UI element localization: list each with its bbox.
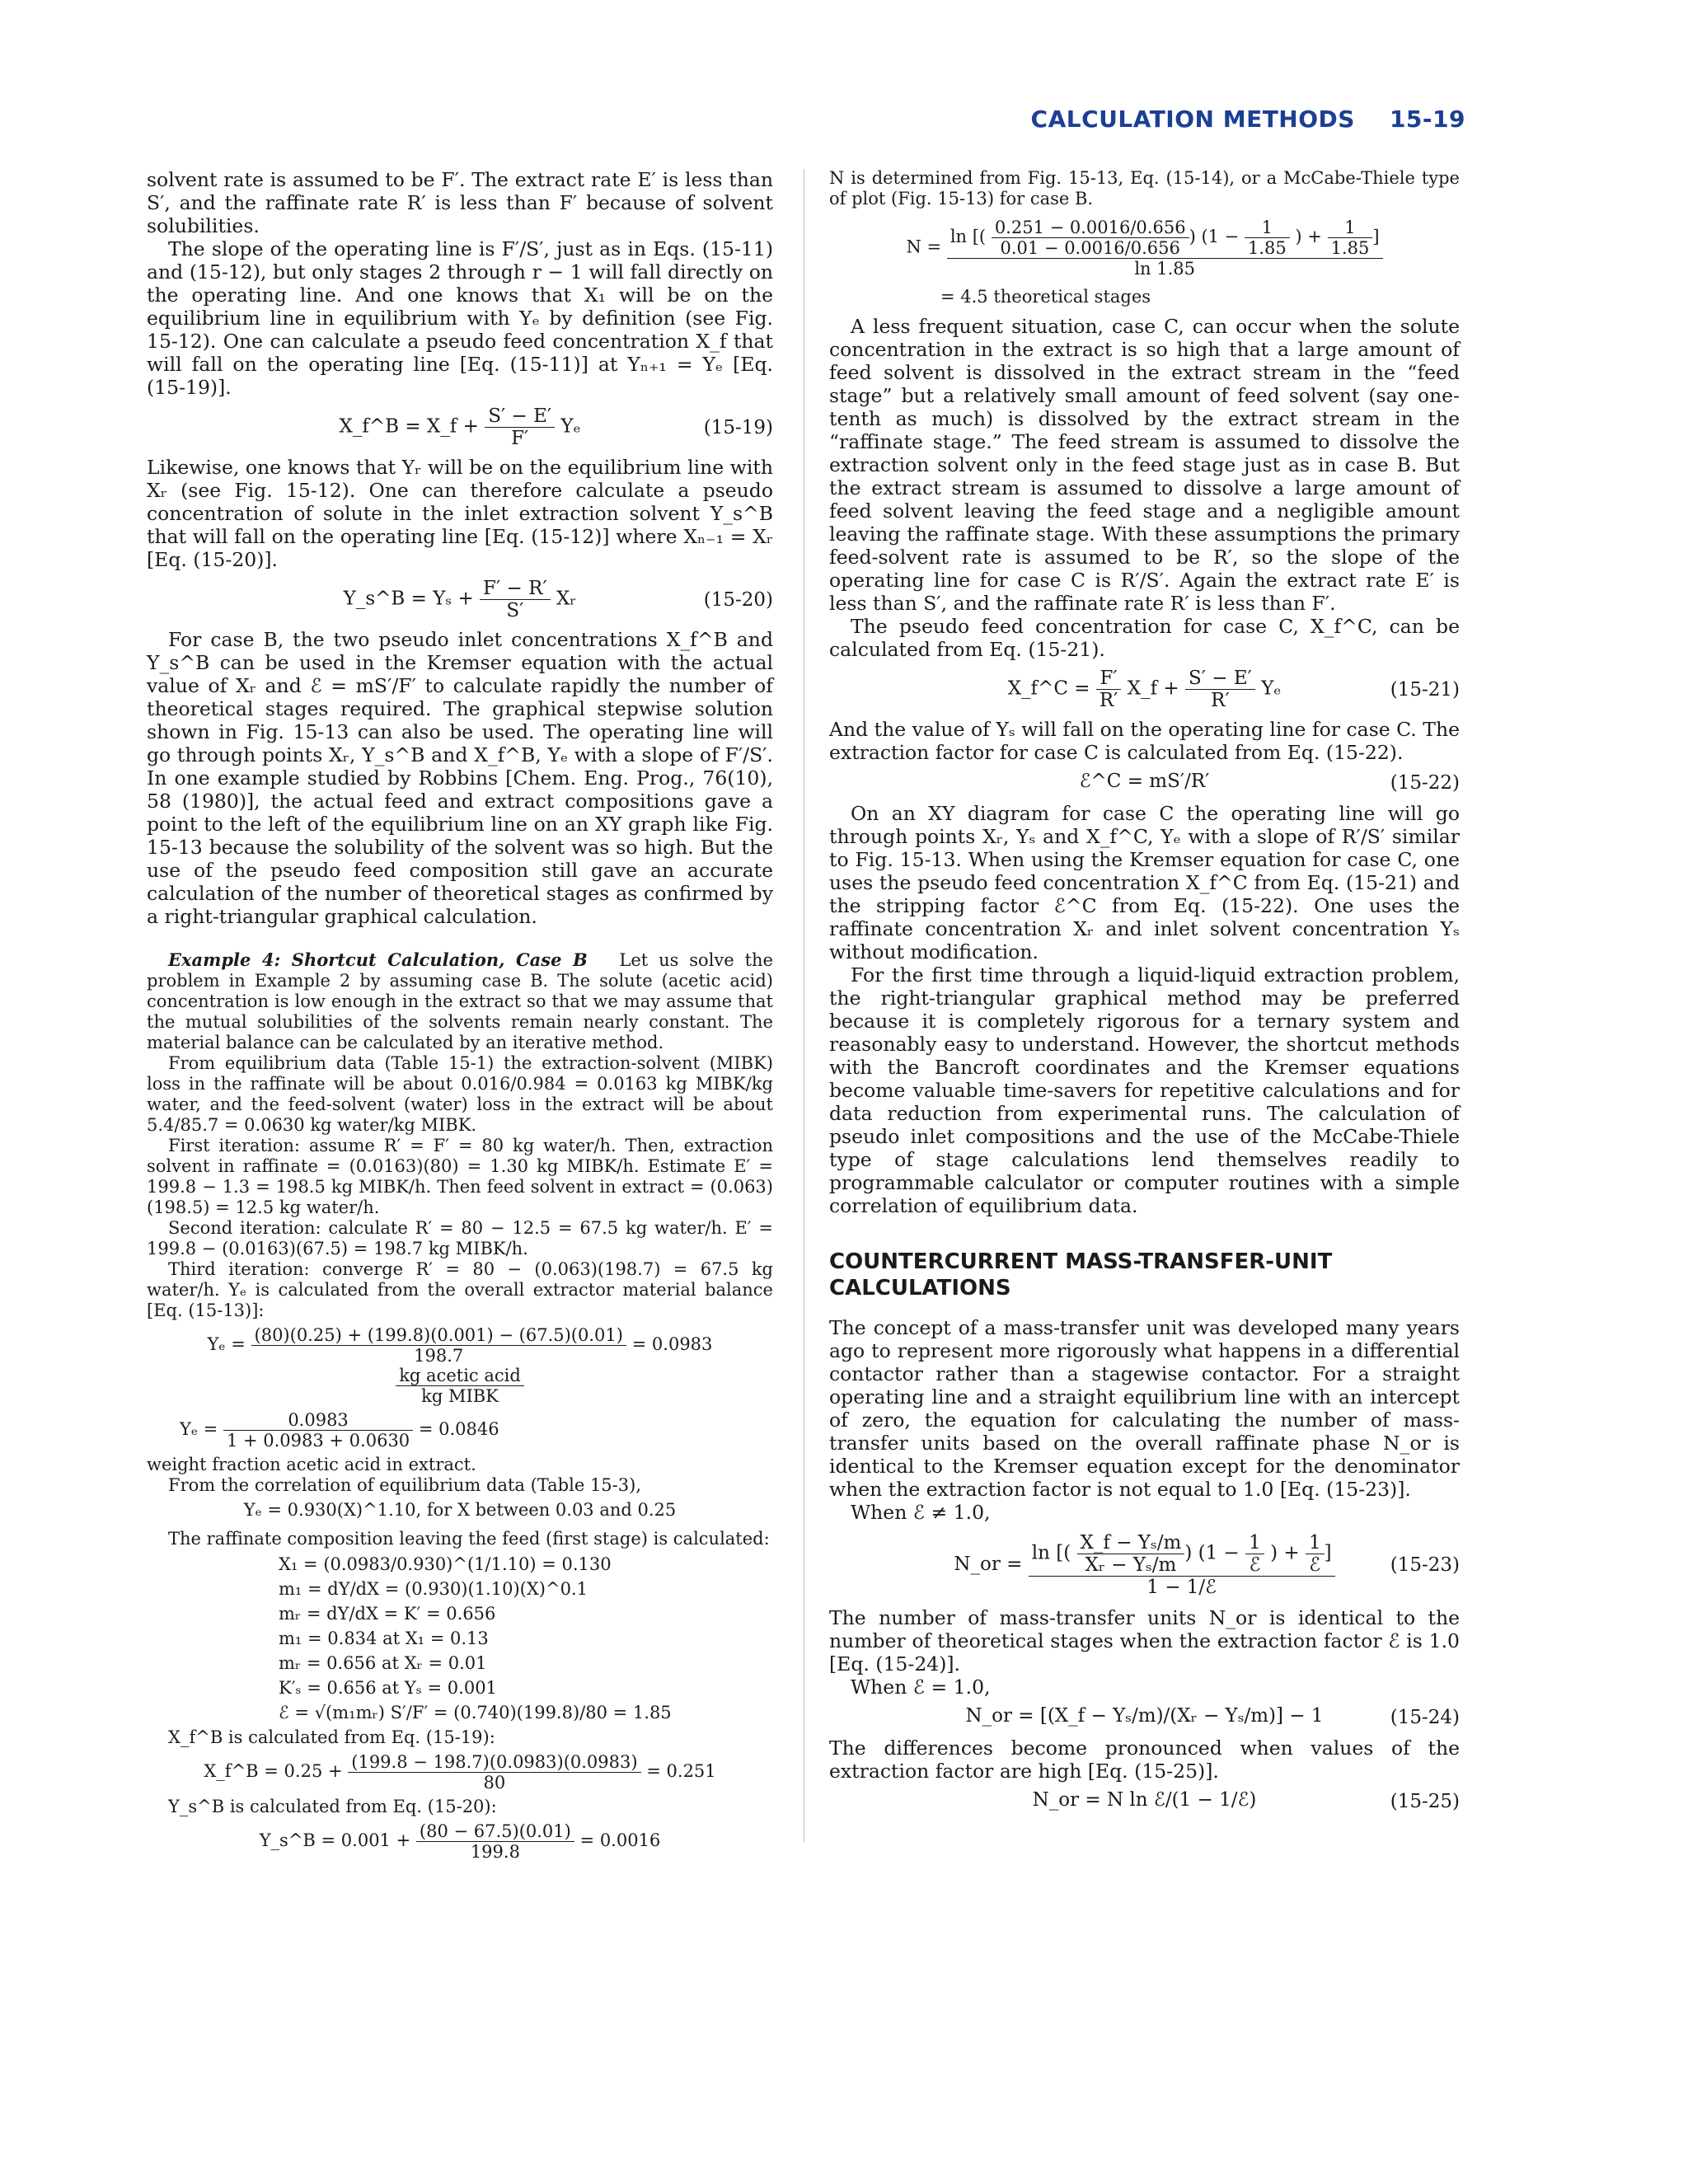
unit-denominator: kg MIBK [421,1386,499,1406]
denominator: 1 − 1/ℰ [1146,1577,1217,1598]
equation-15-20 [147,578,773,621]
paragraph: And the value of Yₛ will fall on the operating line for case C. The extraction factor for case C is calculated from Eq. (15-22). [829,718,1460,764]
equation-15-19 [147,405,773,449]
calc-line: m₁ = 0.834 at X₁ = 0.13 [279,1629,489,1648]
eq-lhs: N = [906,237,942,257]
paragraph: A less frequent situation, case C, can occur when the solute concentration in the extract is so high that a large amount of feed solvent is dissolved in the extract stream in the “feed stage” but a relatively small amount of feed solvent (say one-tenth as much) is dissolved by the extract stream in the “raffinate stage.” The feed stream is assumed to dissolve the extraction solvent only in the feed stage just as in case B. But the extract stream is assumed to dissolve a large amount of feed solvent leaving the feed stage and a negligible amount leaving the raffinate stage. With these assumptions the primary feed-solvent rate is assumed to be R′, so the slope of the operating line for case C is R′/S′. Again the extract rate E′ is less than S′, and the raffinate rate R′ is less than F′. [829,315,1460,615]
eq-lhs: Yₑ = [207,1334,246,1354]
equation-15-22 [829,771,1460,795]
running-header [1031,105,1465,133]
numerator: F′ − R′ [480,578,551,600]
fraction [251,1325,626,1366]
example-4 [147,949,773,1862]
equation-number: (15-20) [703,588,773,611]
equation-15-21 [829,668,1460,711]
fraction [348,1752,640,1793]
equation-number: (15-24) [1390,1707,1460,1728]
example-paragraph: The raffinate composition leaving the feed (first stage) is calculated: [168,1529,770,1549]
ysb-equation [147,1821,773,1862]
left-column [147,168,773,1866]
eq-rhs: Xᵣ [556,588,577,610]
eq-rhs: Yₑ [1261,677,1282,700]
eq-lhs: N_or = [954,1554,1023,1575]
numerator: (80)(0.25) + (199.8)(0.001) − (67.5)(0.01) [251,1325,626,1346]
n-equation [829,218,1460,279]
fraction [416,1821,574,1862]
example-paragraph: Third iteration: converge R′ = 80 − (0.063)(198.7) = 67.5 kg water/h. Yₑ is calculated from the overall extractor material balance [Eq. (15-13)]: [147,1259,773,1320]
n-result: = 4.5 theoretical stages [940,287,1151,307]
fraction [1245,218,1290,258]
paragraph: When ℰ = 1.0, [851,1675,991,1699]
inner-denominator: Xᵣ − Yₛ/m [1085,1554,1177,1576]
unit-numerator: kg acetic acid [396,1366,524,1386]
denominator: 1.85 [1330,238,1370,258]
denominator: ℰ [1249,1554,1261,1576]
fraction [223,1410,413,1451]
eq-body: ℰ^C = mS′/R′ [1079,771,1210,792]
numerator: 1 [1306,1532,1325,1554]
eq-mid: X_f + [1127,677,1179,700]
eq-lhs: X_f^B = X_f + [339,415,479,438]
term-plus: ) + [1270,1542,1300,1564]
fraction [480,578,551,621]
paragraph: For the first time through a liquid-liquid extraction problem, the right-triangular graphical method may be preferred because it is completely rigorous for a ternary system and reasonably easy to understand. However, the shortcut methods with the Bancroft coordinates and the Kremser equations become valuable time-savers for repetitive calculations and for data reduction from experimental runs. The calculation of pseudo inlet compositions and the use of the McCabe-Thiele type of stage calculations lend themselves readily to programmable calculator or computer routines with a simple correlation of equilibrium data. [829,963,1460,1217]
equation-number: (15-25) [1390,1791,1460,1812]
denominator: R′ [1211,690,1230,711]
eq-body: N_or = [(X_f − Yₛ/m)/(Xᵣ − Yₛ/m)] − 1 [965,1705,1324,1727]
inner-denominator: 0.01 − 0.0016/0.656 [1000,238,1180,258]
paragraph: When ℰ ≠ 1.0, [851,1501,991,1524]
numerator: 1 [1245,1532,1264,1554]
calc-line: X₁ = (0.0983/0.930)^(1/1.10) = 0.130 [279,1554,612,1574]
example-intro [147,949,773,1053]
denominator: R′ [1099,690,1118,711]
example-paragraph: X_f^B is calculated from Eq. (15-19): [168,1727,495,1747]
inner-numerator: X_f − Yₛ/m [1077,1532,1185,1554]
eq-lhs: Y_s^B = Yₛ + [343,588,474,610]
inner-fraction [992,218,1189,258]
equation-15-23 [829,1532,1460,1598]
eq-body: N_or = N ln ℰ/(1 − 1/ℰ) [1032,1789,1257,1811]
example-title: Example 4: Shortcut Calculation, Case B [168,949,588,970]
page-number: 15-19 [1389,105,1465,133]
equation-number: (15-22) [1390,772,1460,794]
paragraph: For case B, the two pseudo inlet concentrations X_f^B and Y_s^B can be used in the Kremser equation with the actual value of Xᵣ and ℰ = mS′/F′ to calculate rapidly the number of theoretical stages required. The graphical stepwise solution shown in Fig. 15-13 can also be used. The operating line will go through points Xᵣ, Y_s^B and X_f^B, Yₑ with a slope of F′/S′. In one example studied by Robbins [Chem. Eng. Prog., 76(10), 58 (1980)], the actual feed and extract compositions gave a point to the left of the equilibrium line on an XY graph like Fig. 15-13 because the solubility of the solvent was so high. But the use of the pseudo feed composition still gave an accurate calculation of the number of theoretical stages as confirmed by a right-triangular graphical calculation. [147,628,773,928]
fraction [947,218,1383,279]
denominator: ln 1.85 [1134,259,1196,279]
term-mid: (1 − [1201,227,1240,246]
denominator: 199.8 [470,1842,520,1862]
calc-line: m₁ = dY/dX = (0.930)(1.10)(X)^0.1 [279,1579,588,1599]
equation-number: (15-19) [703,416,773,438]
denominator: F′ [511,428,529,449]
eq-rhs: Yₑ [560,415,581,438]
example-paragraph: Y_s^B is calculated from Eq. (15-20): [168,1797,497,1816]
numerator: 1 [1245,218,1290,238]
calc-line: K′ₛ = 0.656 at Yₛ = 0.001 [279,1678,497,1698]
numerator: 1 [1328,218,1373,238]
example-intro-text: Let us solve the problem in Example 2 by assuming case B. The solute (acetic acid) concentration is low enough in the extract so that we may assume that the mutual solubilities of the solvents remain nearly constant. The material balance can be calculated by an iterative method. [147,950,773,1052]
eq-value: = 0.0983 [631,1334,713,1354]
fraction [485,405,555,449]
example-paragraph: Second iteration: calculate R′ = 80 − 12.5 = 67.5 kg water/h. E′ = 199.8 − (0.0163)(67.5) = 198.7 kg MIBK/h. [147,1218,773,1258]
ln-label: ln [1031,1542,1050,1564]
section-heading: COUNTERCURRENT MASS-TRANSFER-UNIT CALCULATIONS [829,1249,1333,1301]
numerator: (199.8 − 198.7)(0.0983)(0.0983) [348,1752,640,1773]
equation-number: (15-23) [1390,1554,1460,1576]
equation-15-24 [829,1705,1460,1730]
calc-line: ℰ = √(m₁mᵣ) S′/F′ = (0.740)(199.8)/80 = 1.85 [279,1703,672,1722]
eq-rhs: = 0.251 [646,1761,716,1781]
inner-numerator: 0.251 − 0.0016/0.656 [992,218,1189,238]
denominator: 80 [483,1773,506,1793]
denominator: S′ [506,600,524,621]
unit-fraction [396,1366,524,1406]
numerator: S′ − E′ [485,405,555,428]
equilibrium-correlation: Yₑ = 0.930(X)^1.10, for X between 0.03 and 0.25 [243,1500,677,1520]
example-paragraph: From equilibrium data (Table 15-1) the extraction-solvent (MIBK) loss in the raffinate will be about 0.016/0.984 = 0.0163 kg MIBK/kg water, and the feed-solvent (water) loss in the extract will be about 5.4/85.7 = 0.0630 kg water/kg MIBK. [147,1053,773,1135]
header-section-title: CALCULATION METHODS [1030,105,1355,133]
eq-lhs: Yₑ = [180,1419,218,1439]
calc-line: mᵣ = dY/dX = K′ = 0.656 [279,1604,496,1624]
inner-fraction [1077,1532,1185,1576]
ln-label: ln [950,227,968,246]
paragraph: Likewise, one knows that Yᵣ will be on the equilibrium line with Xᵣ (see Fig. 15-12). One can therefore calculate a pseudo concentration of solute in the inlet extraction solvent Y_s^B that will fall on the operating line [Eq. (15-12)] where Xₙ₋₁ = Xᵣ [Eq. (15-20)]. [147,456,773,571]
eq-lhs: X_f^C = [1007,677,1090,700]
paragraph: On an XY diagram for case C the operating line will go through points Xᵣ, Yₛ and X_f^C, Yₑ with a slope of R′/S′ similar to Fig. 15-13. When using the Kremser equation for case C, one uses the pseudo feed concentration X_f^C from Eq. (15-21) and the stripping factor ℰ^C from Eq. (15-22). One uses the raffinate concentration Xᵣ and inlet solvent concentration Yₛ without modification. [829,802,1460,963]
paragraph: The number of mass-transfer units N_or is identical to the number of theoretical stages when the extraction factor ℰ is 1.0 [Eq. (15-24)]. [829,1606,1460,1675]
numerator: ln [( $\frac{\text{X\_f − Yₛ/m}}{\text{Xᵣ − Yₛ/m}}$ ) (1 − $\frac{1}{\text{ℰ}}$ ) + $\frac{1}{\text{ℰ}}$ ] [1029,1532,1335,1577]
paragraph: The concept of a mass-transfer unit was developed many years ago to represent more rigorously what happens in a differential contactor rather than a stagewise contactor. For a straight operating line and a straight equilibrium line with an intercept of zero, the equation for calculating the number of mass-transfer units based on the overall raffinate phase N_or is identical to the Kremser equation except for the denominator when the extraction factor is not equal to 1.0 [Eq. (15-23)]. [829,1316,1460,1501]
denominator: 1 + 0.0983 + 0.0630 [226,1431,410,1451]
fraction [1328,218,1373,258]
fraction [1306,1532,1325,1576]
paragraph: The slope of the operating line is F′/S′, just as in Eqs. (15-11) and (15-12), but only stages 2 through r − 1 will fall directly on the operating line. And one knows that X₁ will be on the equilibrium line in equilibrium with Yₑ by definition (see Fig. 15-12). One can calculate a pseudo feed concentration X_f that will fall on the operating line [Eq. (15-11)] at Yₙ₊₁ = Yₑ [Eq. (15-19)]. [147,237,773,399]
numerator: (80 − 67.5)(0.01) [416,1821,574,1842]
term-plus: ) + [1295,227,1322,246]
paragraph: solvent rate is assumed to be F′. The extract rate E′ is less than S′, and the raffinate rate R′ is less than F′ because of solvent solubilities. [147,168,773,237]
numerator: S′ − E′ [1185,668,1255,690]
numerator: ln [( $\frac{0.251 - 0.0016/0.656}{0.01 - 0.0016/0.656}$ ) (1 − $\frac{1}{1.85}$ ) + $\frac{1}{1.85}$ ] [947,218,1383,259]
denominator: 198.7 [414,1346,464,1366]
eq-rhs: = 0.0016 [579,1830,661,1850]
paragraph: The differences become pronounced when values of the extraction factor are high [Eq. (15-25)]. [829,1736,1460,1783]
fraction [1029,1532,1335,1598]
example-paragraph: weight fraction acetic acid in extract. [147,1455,476,1474]
term-mid: (1 − [1198,1542,1240,1564]
example-paragraph: First iteration: assume R′ = F′ = 80 kg water/h. Then, extraction solvent in raffinate = (0.0163)(80) = 1.30 kg MIBK/h. Estimate E′ = 199.8 − 1.3 = 198.5 kg MIBK/h. Then feed solvent in extract = (0.063)(198.5) = 12.5 kg water/h. [147,1136,773,1217]
numerator: F′ [1096,668,1122,690]
eq-lhs: Y_s^B = 0.001 + [259,1830,411,1850]
equation-15-25 [829,1789,1460,1814]
paragraph: N is determined from Fig. 15-13, Eq. (15-14), or a McCabe-Thiele type of plot (Fig. 15-13) for case B. [829,168,1460,209]
eq-lhs: X_f^B = 0.25 + [204,1761,343,1781]
fraction [1096,668,1122,711]
denominator: 1.85 [1247,238,1287,258]
ye-equation-2 [147,1410,773,1451]
raffinate-calc-lines [147,1554,773,1722]
right-column [829,168,1460,1821]
eq-rhs: = 0.0846 [418,1419,499,1439]
calc-line: mᵣ = 0.656 at Xᵣ = 0.01 [279,1653,487,1673]
equation-number: (15-21) [1390,678,1460,701]
xfb-equation [147,1752,773,1793]
ye-equation-1 [147,1325,773,1406]
numerator: 0.0983 [223,1410,413,1431]
fraction [1185,668,1255,711]
denominator: ℰ [1309,1554,1321,1576]
paragraph: The pseudo feed concentration for case C, X_f^C, can be calculated from Eq. (15-21). [829,615,1460,661]
example-paragraph: From the correlation of equilibrium data (Table 15-3), [168,1475,641,1495]
fraction [1245,1532,1264,1576]
